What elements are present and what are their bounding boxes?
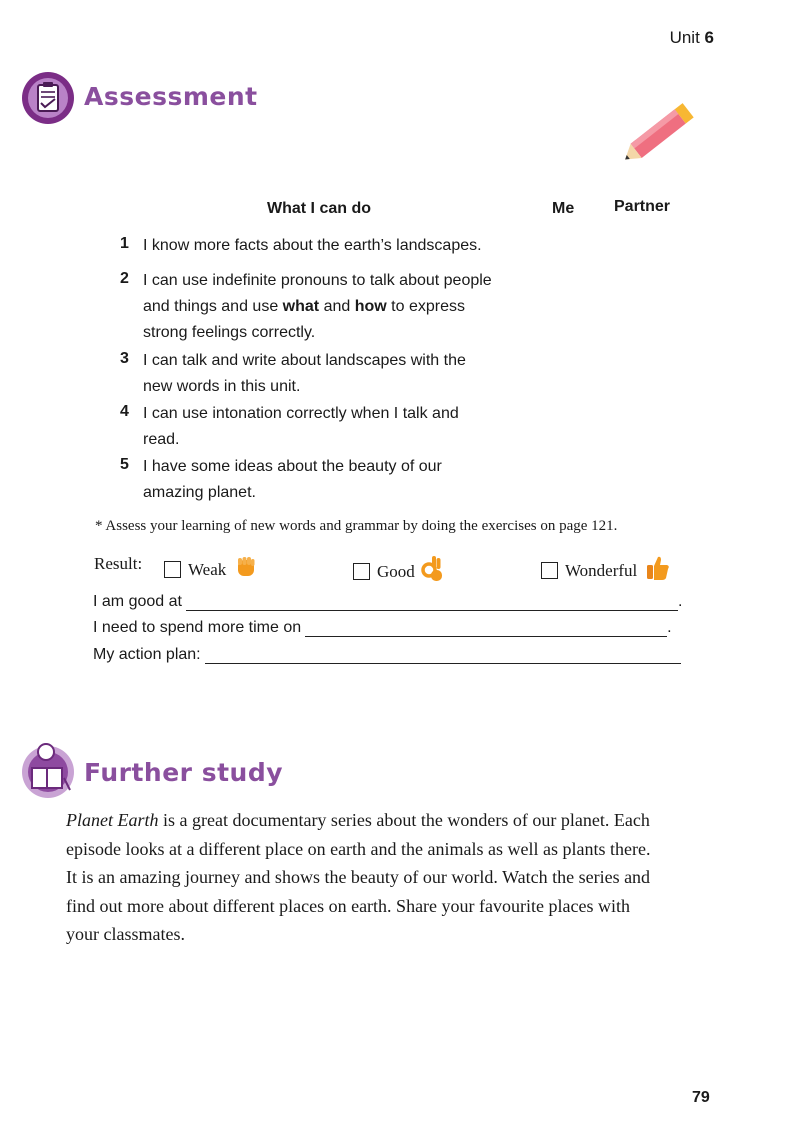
good-at-line[interactable]: I am good at . xyxy=(93,593,683,610)
item-number: 1 xyxy=(120,235,129,252)
assessment-note: * Assess your learning of new words and grammar by doing the exercises on page 121. xyxy=(95,518,618,534)
me-column-header: Me xyxy=(552,200,575,217)
page-number: 79 xyxy=(692,1089,710,1106)
pencil-icon xyxy=(614,92,704,179)
assessment-title: Assessment xyxy=(84,82,258,111)
result-label: Result: xyxy=(94,554,143,573)
item-number: 2 xyxy=(120,270,129,287)
item-number: 4 xyxy=(120,403,129,420)
clipboard-icon xyxy=(22,72,74,124)
action-plan-line[interactable]: My action plan: xyxy=(93,646,681,664)
further-study-paragraph: Planet Earth is a great documentary series about the wonders of our planet. Each episode looks at a different place on earth and the animals as well as plants there. It is an amazing journey and shows the beauty of our world. Watch the series and find out more about different places on earth. Share your favourite places with your classmates. xyxy=(66,810,651,944)
more-time-line[interactable]: I need to spend more time on . xyxy=(93,619,672,636)
result-option-wonderful[interactable]: Wonderful xyxy=(541,554,671,587)
weak-checkbox[interactable] xyxy=(164,561,181,578)
action-plan-input[interactable] xyxy=(205,649,681,664)
item-number: 5 xyxy=(120,456,129,473)
good-checkbox[interactable] xyxy=(353,563,370,580)
thumbs-up-icon xyxy=(643,554,671,587)
result-option-good[interactable]: Good xyxy=(353,554,445,589)
unit-label: Unit 6 xyxy=(669,28,714,47)
list-item: I can use indefinite pronouns to talk about people and things and use what and how to express strong feelings correctly. xyxy=(143,272,492,341)
wonderful-checkbox[interactable] xyxy=(541,562,558,579)
more-time-input[interactable] xyxy=(305,622,667,637)
what-i-can-do-header: What I can do xyxy=(267,200,371,217)
book-reader-icon xyxy=(20,738,76,805)
result-option-weak[interactable]: Weak xyxy=(164,554,258,585)
list-item: I have some ideas about the beauty of our amazing planet. xyxy=(143,458,442,501)
list-item: I know more facts about the earth’s landscapes. xyxy=(143,237,482,254)
list-item: I can use intonation correctly when I talk and read. xyxy=(143,405,459,448)
good-at-input[interactable] xyxy=(186,596,678,611)
item-number: 3 xyxy=(120,350,129,367)
partner-column-header: Partner xyxy=(614,198,671,215)
further-study-title: Further study xyxy=(84,758,284,787)
list-item: I can talk and write about landscapes with the new words in this unit. xyxy=(143,352,466,395)
fist-hand-icon xyxy=(234,554,258,585)
ok-hand-icon xyxy=(419,554,445,589)
